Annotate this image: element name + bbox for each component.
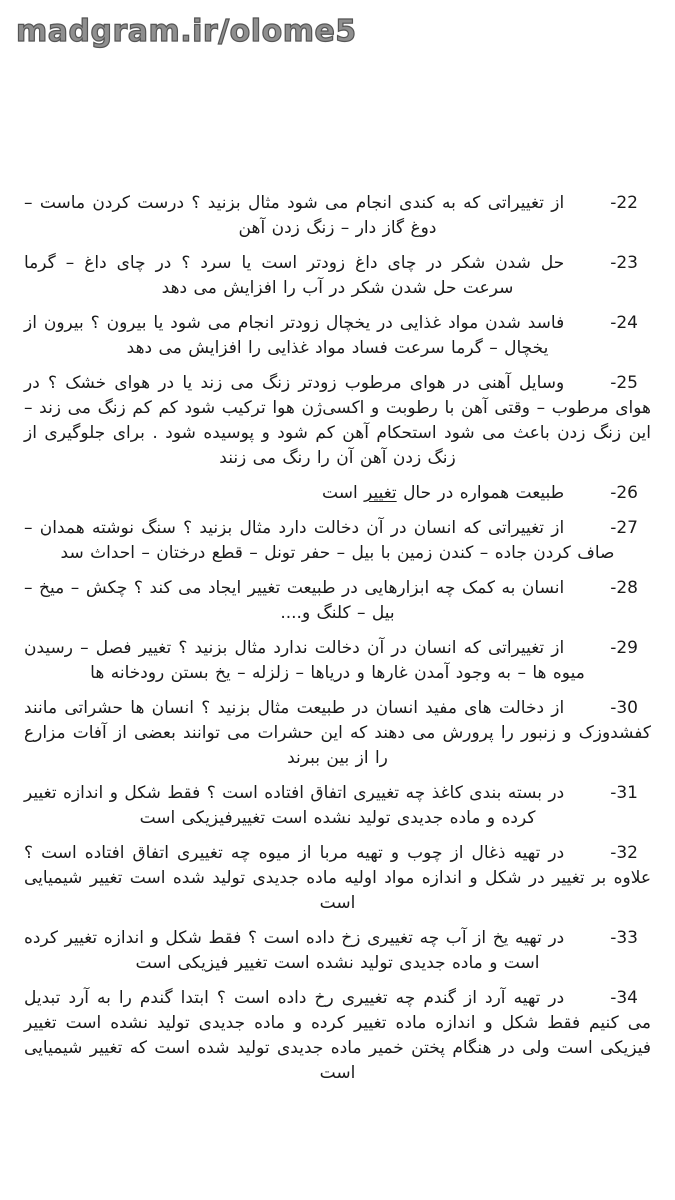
number-tab-gap — [564, 327, 610, 328]
number-tab-gap — [564, 267, 610, 268]
qa-item-27 — [24, 516, 651, 566]
qa-item-23 — [24, 251, 651, 301]
qa-list — [24, 191, 651, 1096]
qa-item-34 — [24, 986, 651, 1086]
item-text: از دخالت های مفید انسان در طبیعت مثال بزنید ؟ انسان ها حشراتی مانند کفشدوزک و زنبور را پرورش می دهند که این حشرات می توانند بعضی از آفات مزارع را از بین ببرند — [24, 698, 651, 768]
item-number: 28- — [610, 578, 638, 598]
item-number: 34- — [610, 988, 638, 1008]
number-tab-gap — [564, 652, 610, 653]
item-text: از تغییراتی که به کندی انجام می شود مثال بزنید ؟ درست کردن ماست – دوغ گاز دار – زنگ زدن آهن — [24, 193, 565, 238]
number-tab-gap — [564, 942, 610, 943]
underlined-word: تغییر — [364, 483, 397, 503]
number-tab-gap — [564, 797, 610, 798]
number-tab-gap — [564, 532, 610, 533]
item-text: فاسد شدن مواد غذایی در یخچال زودتر انجام می شود یا بیرون ؟ بیرون از یخچال – گرما سرعت فساد مواد غذایی را افزایش می دهد — [24, 313, 565, 358]
item-text-before: طبیعت همواره در حال — [396, 483, 565, 503]
item-number: 30- — [610, 698, 638, 718]
qa-item-30 — [24, 696, 651, 771]
item-text: در بسته بندی کاغذ چه تغییری اتفاق افتاده است ؟ فقط شکل و اندازه تغییر کرده و ماده جدیدی تولید نشده است تغییرفیزیکی است — [24, 783, 565, 828]
item-number: 24- — [610, 313, 638, 333]
number-tab-gap — [564, 497, 610, 498]
qa-item-24 — [24, 311, 651, 361]
qa-item-25 — [24, 371, 651, 471]
qa-item-29 — [24, 636, 651, 686]
item-text: از تغییراتی که انسان در آن دخالت دارد مثال بزنید ؟ سنگ نوشته همدان – صاف کردن جاده – کندن زمین با بیل – حفر تونل – قطع درختان – احداث سد — [24, 518, 615, 563]
item-text: وسایل آهنی در هوای مرطوب زودتر زنگ می زند یا در هوای خشک ؟ در هوای مرطوب – وقتی آهن با رطوبت و اکسی‌ژن هوا ترکیب شود کم کم زنگ می زند – این زنگ زدن باعث می شود استحکام آهن کم شود و پوسیده شود . برای جلوگیری از زنگ زدن آهن آن را رنگ می زنند — [24, 373, 651, 468]
item-text: در تهیه آرد از گندم چه تغییری رخ داده است ؟ ابتدا گندم را به آرد تبدیل می کنیم فقط شکل و اندازه ماده تغییر کرده و ماده جدیدی تولید نشده است تغییر فیزیکی است ولی در هنگام پختن خمیر ماده جدیدی تولید شده است که تغییر شیمیایی است — [24, 988, 651, 1083]
number-tab-gap — [564, 592, 610, 593]
item-text: در تهیه ذغال از چوب و تهیه مربا از میوه چه تغییری اتفاق افتاده است ؟ علاوه بر تغییر در شکل و اندازه مواد اولیه ماده جدیدی تولید شده است تغییر شیمیایی است — [24, 843, 651, 913]
number-tab-gap — [564, 857, 610, 858]
number-tab-gap — [564, 387, 610, 388]
item-number: 25- — [610, 373, 638, 393]
item-number: 32- — [610, 843, 638, 863]
item-number: 33- — [610, 928, 638, 948]
item-text: از تغییراتی که انسان در آن دخالت ندارد مثال بزنید ؟ تغییر فصل – رسیدن میوه ها – به وجود آمدن غارها و دریاها – زلزله – یخ بستن رودخانه ها — [24, 638, 585, 683]
item-number: 29- — [610, 638, 638, 658]
item-number: 26- — [610, 483, 638, 503]
item-text: در تهیه یخ از آب چه تغییری زخ داده است ؟ فقط شکل و اندازه تغییر کرده است و ماده جدیدی تولید نشده است تغییر فیزیکی است — [24, 928, 565, 973]
item-number: 31- — [610, 783, 638, 803]
watermark-text: madgram.ir/olome5 — [16, 14, 357, 49]
qa-item-26 — [24, 481, 651, 506]
item-text: حل شدن شکر در چای داغ زودتر است یا سرد ؟ در چای داغ – گرما سرعت حل شدن شکر در آب را افزایش می دهد — [24, 253, 565, 298]
qa-item-28 — [24, 576, 651, 626]
item-number: 22- — [610, 193, 638, 213]
qa-item-22 — [24, 191, 651, 241]
item-text: انسان به کمک چه ابزارهایی در طبیعت تغییر ایجاد می کند ؟ چکش – میخ – بیل – کلنگ و.... — [24, 578, 565, 623]
qa-item-31 — [24, 781, 651, 831]
qa-item-32 — [24, 841, 651, 916]
qa-item-33 — [24, 926, 651, 976]
item-text-after: است — [322, 483, 365, 503]
number-tab-gap — [564, 207, 610, 208]
item-number: 23- — [610, 253, 638, 273]
number-tab-gap — [564, 712, 610, 713]
item-number: 27- — [610, 518, 638, 538]
number-tab-gap — [564, 1002, 610, 1003]
